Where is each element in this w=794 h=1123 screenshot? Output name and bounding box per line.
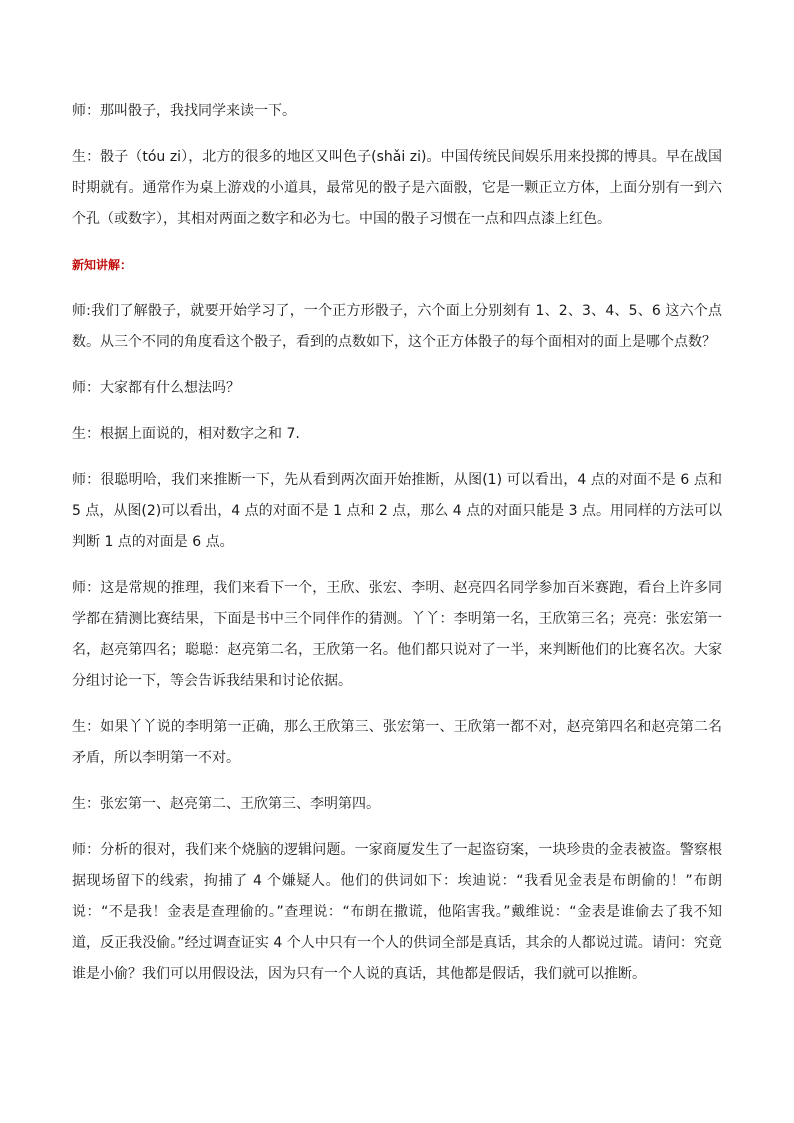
paragraph-teacher-deduction: 师：很聪明哈，我们来推断一下，先从看到两次面开始推断，从图(1) 可以看出，4 点的对面不是 6 点和 5 点，从图(2)可以看出，4 点的对面不是 1 点和 2 点，那么 4 点的对面只能是 3 点。用同样的方法可以判断 1 点的对面是 6 点。 (72, 472, 722, 550)
paragraph-teacher-race: 师：这是常规的推理，我们来看下一个，王欣、张宏、李明、赵亮四名同学参加百米赛跑，看台上许多同学都在猜测比赛结果，下面是书中三个同伴作的猜测。丫丫：李明第一名，王欣第三名；亮亮：张宏第一名，赵亮第四名；聪聪：赵亮第二名，王欣第一名。他们都只说对了一半，来判断他们的比赛名次。大家分组讨论一下，等会告诉我结果和讨论依据。 (72, 580, 722, 689)
section-heading-new-knowledge: 新知讲解： (72, 258, 133, 272)
paragraph-student-sum: 生：根据上面说的，相对数字之和 7. (72, 426, 300, 442)
paragraph-teacher-ideas: 师：大家都有什么想法吗？ (72, 380, 240, 396)
paragraph-student-race-answer: 生：张宏第一、赵亮第二、王欣第三、李明第四。 (72, 796, 380, 812)
paragraph-student-dice: 生：骰子（tóu zi），北方的很多的地区又叫色子(shǎi zi)。中国传统民间娱乐用来投掷的博具。早在战国时期就有。通常作为桌上游戏的小道具，最常见的骰子是六面骰，它是一颗正立方体，上面分别有一到六个孔（或数字），其相对两面之数字和必为七。中国的骰子习惯在一点和四点漆上红色。 (72, 149, 722, 227)
paragraph-student-race-analysis: 生：如果丫丫说的李明第一正确，那么王欣第三、张宏第一、王欣第一都不对，赵亮第四名和赵亮第二名矛盾，所以李明第一不对。 (72, 719, 722, 766)
paragraph-teacher-theft-puzzle: 师：分析的很对，我们来个烧脑的逻辑问题。一家商厦发生了一起盗窃案，一块珍贵的金表被盗。警察根据现场留下的线索，拘捕了 4 个嫌疑人。他们的供词如下：埃迪说：“我看见金表是布朗偷的！”布朗说：“不是我！金表是查理偷的。”查理说：“布朗在撒谎，他陷害我。”戴维说：“金表是谁偷去了我不知道，反正我没偷。”经过调查证实 4 个人中只有一个人的供词全部是真话，其余的人都说过谎。请问：究竟谁是小偷？我们可以用假设法，因为只有一个人说的真话，其他都是假话，我们就可以推断。 (72, 842, 722, 982)
paragraph-teacher-dice-question: 师:我们了解骰子，就要开始学习了，一个正方形骰子，六个面上分别刻有 1、2、3、4、5、6 这六个点数。从三个不同的角度看这个骰子，看到的点数如下，这个正方体骰子的每个面相对的面上是哪个点数？ (72, 303, 722, 350)
document-page (72, 96, 722, 1005)
paragraph-teacher-intro: 师：那叫骰子，我找同学来读一下。 (72, 103, 296, 119)
